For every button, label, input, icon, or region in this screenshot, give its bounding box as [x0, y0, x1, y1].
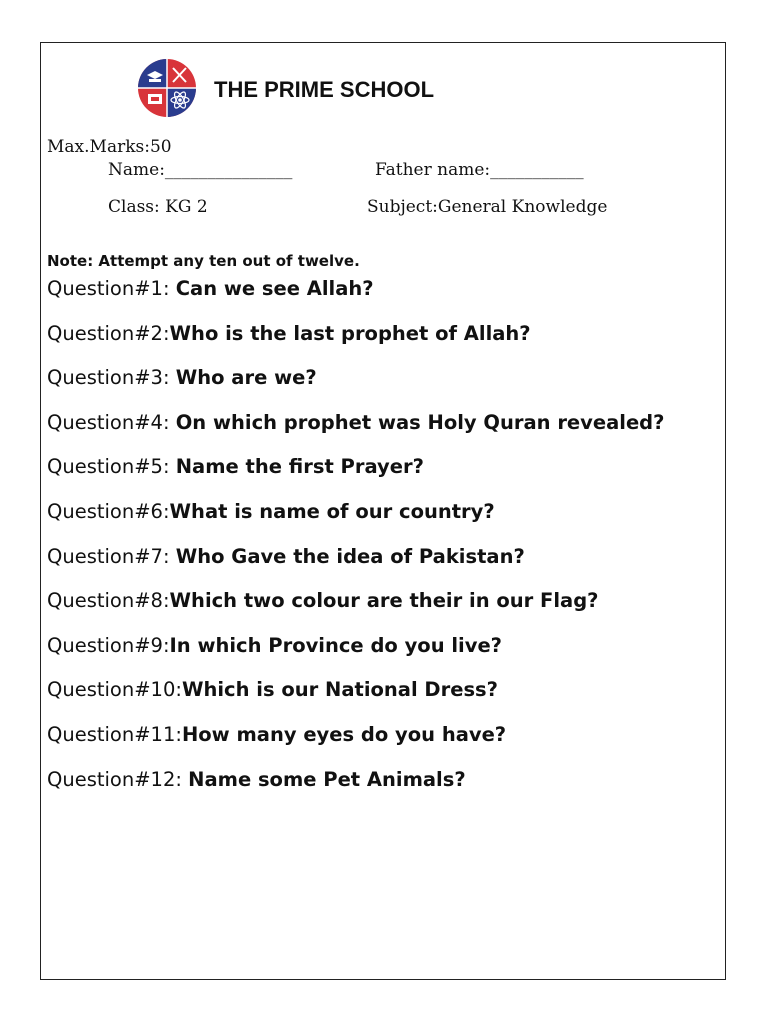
question-text: What is name of our country? [169, 499, 495, 523]
question-label: Question#3: [47, 366, 176, 390]
question-item [47, 631, 664, 676]
question-item [47, 542, 664, 587]
question-label: Question#10: [47, 678, 182, 702]
question-text: Who is the last prophet of Allah? [169, 321, 531, 345]
question-item [47, 720, 664, 765]
question-label: Question#6: [47, 499, 170, 523]
question-text: Name some Pet Animals? [188, 767, 466, 791]
subject-field: Subject:General Knowledge [367, 197, 608, 217]
question-label: Question#8: [47, 589, 170, 613]
question-label: Question#5: [47, 455, 176, 479]
student-name-field: Name:_______________ [108, 160, 293, 180]
father-name-field: Father name:___________ [375, 160, 584, 180]
question-text: Who are we? [175, 366, 317, 390]
question-label: Question#12: [47, 767, 189, 791]
question-item [47, 274, 664, 319]
question-list [47, 274, 664, 809]
class-field: Class: KG 2 [108, 197, 208, 217]
school-name: THE PRIME SCHOOL [214, 77, 435, 102]
school-logo [136, 58, 198, 118]
question-label: Question#1: [47, 277, 176, 300]
question-item [47, 363, 664, 408]
question-item [47, 452, 664, 497]
question-text: Which two colour are their in our Flag? [169, 589, 599, 613]
question-item [47, 319, 664, 364]
question-text: On which prophet was Holy Quran revealed? [175, 410, 665, 434]
question-label: Question#4: [47, 410, 176, 434]
question-item [47, 497, 664, 542]
max-marks: Max.Marks:50 [47, 137, 172, 157]
question-text: How many eyes do you have? [181, 722, 507, 746]
exam-note: Note: Attempt any ten out of twelve. [47, 252, 360, 270]
question-label: Question#9: [47, 633, 170, 657]
question-label: Question#11: [47, 722, 182, 746]
question-label: Question#2: [47, 321, 170, 345]
question-label: Question#7: [47, 544, 176, 568]
question-item [47, 586, 664, 631]
question-text: Name the first Prayer? [175, 455, 424, 479]
question-text: Who Gave the idea of Pakistan? [175, 544, 525, 568]
question-item [47, 675, 664, 720]
question-text: Which is our National Dress? [181, 678, 498, 702]
question-text: Can we see Allah? [175, 277, 374, 300]
question-item [47, 765, 664, 810]
question-text: In which Province do you live? [169, 633, 502, 657]
question-item [47, 408, 664, 453]
